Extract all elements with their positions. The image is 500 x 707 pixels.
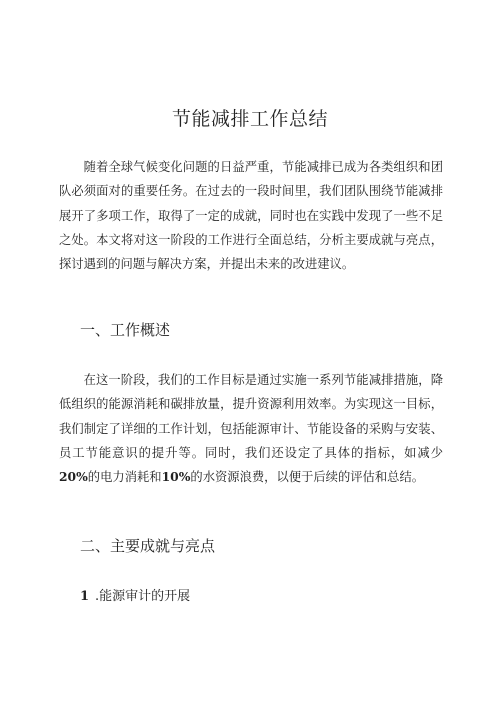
document-title: 节能减排工作总结 [171,108,328,130]
subsection-number: 1 [80,589,90,604]
section-heading-achievements: 二、主要成就与亮点 [80,537,216,555]
subsection-heading-energy-audit [80,585,190,604]
electricity-target-percent: 20% [59,469,88,485]
overview-text-part1: 在这一阶段，我们的工作目标是通过实施一系列节能减排措施，降低组织的能源消耗和碳排放量，提升资源利用效率。为实现这一目标，我们制定了详细的工作计划，包括能源审计、节能设备的采购与安装、员工节能意识的提升等。同时，我们还设定了具体的指标，如减少 [59,373,443,460]
section-heading-overview: 一、工作概述 [80,321,171,339]
overview-paragraph [59,368,443,489]
water-target-percent: 10% [161,469,191,485]
overview-text-part2: 的电力消耗和 [87,470,162,485]
overview-text-part3: 的水资源浪费，以便于后续的评估和总结。 [190,470,425,485]
intro-paragraph: 随着全球气候变化问题的日益严重，节能减排已成为各类组织和团队必须面对的重要任务。在过去的一段时间里，我们团队围绕节能减排展开了多项工作，取得了一定的成就，同时也在实践中发现了一些不足之处。本文将对这一阶段的工作进行全面总结，分析主要成就与亮点，探讨遇到的问题与解决方案，并提出未来的改进建议。 [59,160,443,272]
subsection-label: .能源审计的开展 [95,589,191,604]
